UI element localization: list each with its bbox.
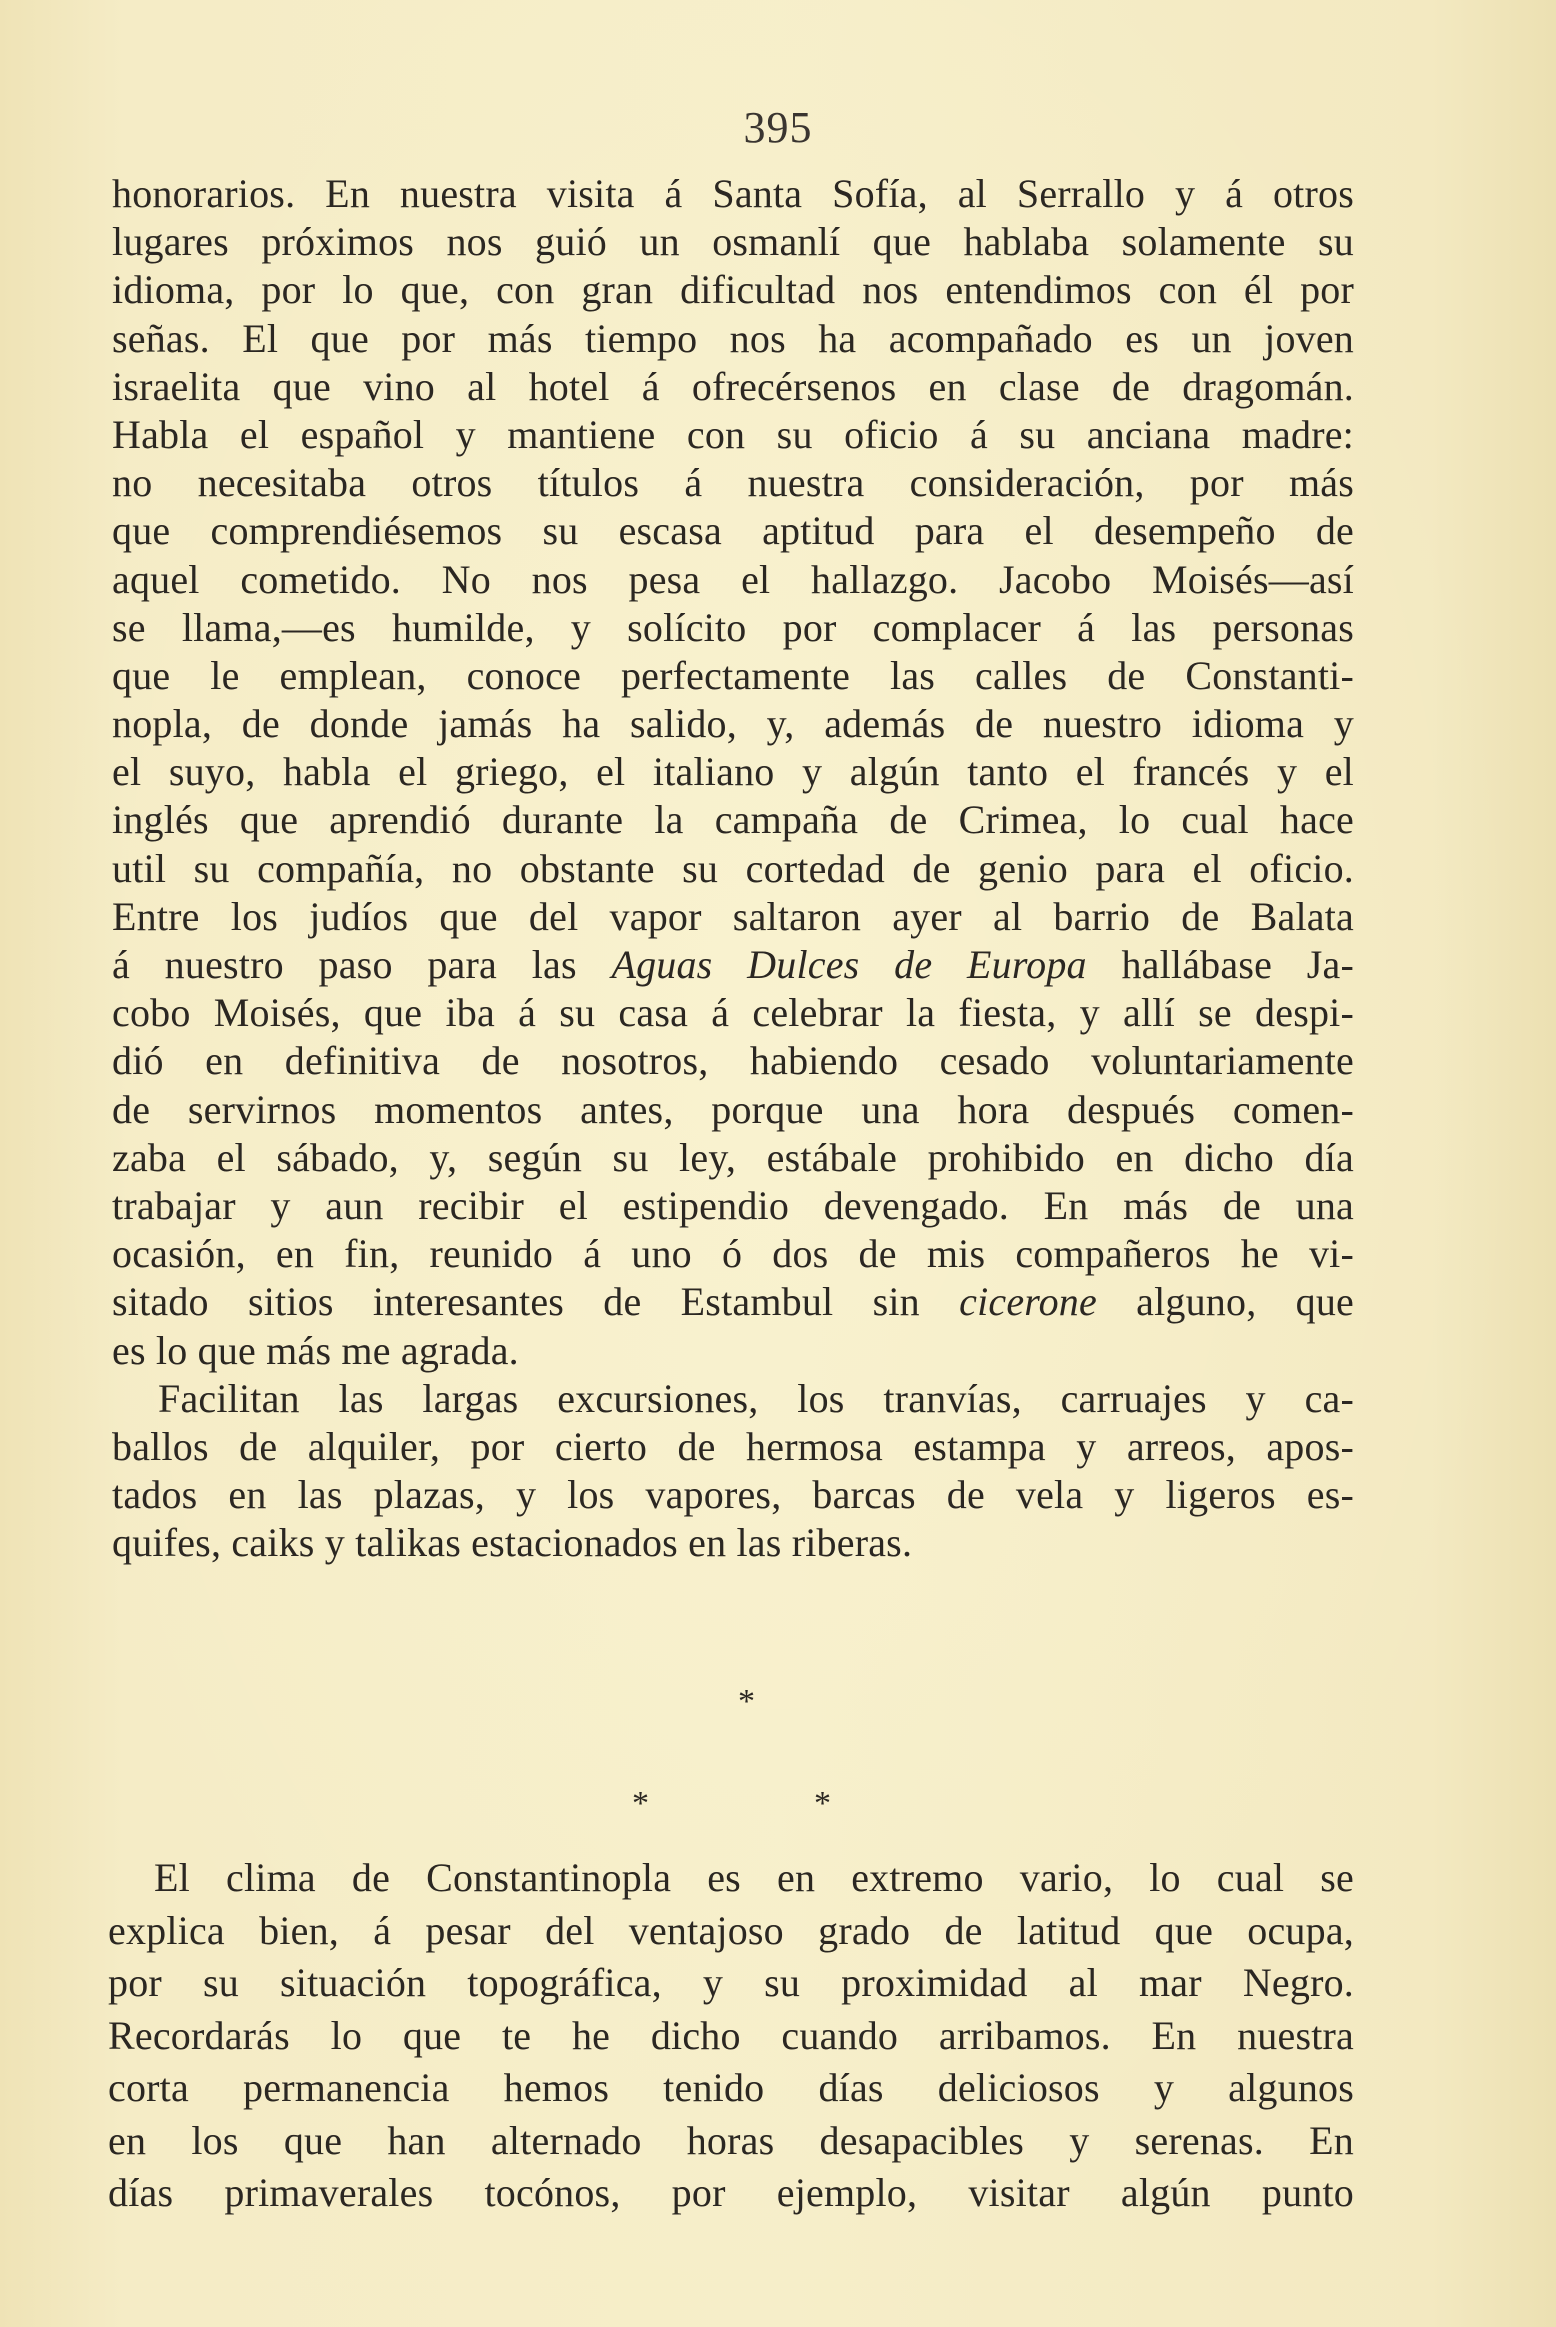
text-line: Entre los judíos que del vapor saltaron ayer al barrio de Balata [112,893,1354,939]
text-segment: alguno, que [1096,1279,1354,1325]
text-line: que le emplean, conoce perfectamente las calles de Constanti- [112,652,1354,698]
text-line: aquel cometido. No nos pesa el hallazgo. Jacobo Moisés—así [112,556,1354,602]
text-line: ballos de alquiler, por cierto de hermosa estampa y arreos, apos- [112,1423,1354,1469]
page-number: 395 [743,103,813,152]
text-line: por su situación topográfica, y su proximidad al mar Negro. [108,1960,1354,2005]
text-segment: á nuestro paso para las [112,942,612,987]
text-segment: hallábase Ja- [1086,942,1355,987]
body-text [112,170,1354,1567]
text-line: dió en definitiva de nosotros, habiendo cesado voluntariamente [112,1038,1354,1084]
text-line: se llama,—es humilde, y solícito por complacer á las personas [112,604,1354,650]
text-line: trabajar y aun recibir el estipendio devengado. En más de una [112,1182,1354,1228]
text-line: es lo que más me agrada. [112,1327,519,1373]
asterisk-right: * [814,1785,831,1822]
text-line: El clima de Constantinopla es en extremo vario, lo cual se [154,1855,1354,1900]
text-line: tados en las plazas, y los vapores, barcas de vela y ligeros es- [112,1472,1354,1518]
text-line [112,941,1354,989]
text-line: Habla el español y mantiene con su oficio á su anciana madre: [112,411,1354,457]
text-line: inglés que aprendió durante la campaña de Crimea, lo cual hace [112,797,1354,843]
text-line: lugares próximos nos guió un osmanlí que hablaba solamente su [112,219,1354,265]
italic-segment: cicerone [959,1279,1097,1325]
text-line: Facilitan las largas excursiones, los tranvías, carruajes y ca- [158,1375,1354,1421]
text-line: honorarios. En nuestra visita á Santa Sofía, al Serrallo y á otros [112,171,1354,216]
asterisk-top: * [738,1683,755,1720]
text-line: ocasión, en fin, reunido á uno ó dos de mis compañeros he vi- [112,1231,1354,1277]
text-line: idioma, por lo que, con gran dificultad nos entendimos con él por [112,267,1354,313]
text-line: zaba el sábado, y, según su ley, estábale prohibido en dicho día [112,1134,1354,1180]
paragraph-clima [108,1852,1354,2220]
text-line: en los que han alternado horas desapacibles y serenas. En [108,2117,1354,2163]
text-line: señas. El que por más tiempo nos ha acompañado es un joven [112,315,1354,361]
text-line [112,1278,1354,1326]
asterisk-left: * [632,1785,649,1822]
text-line: quifes, caiks y talikas estacionados en las riberas. [112,1520,913,1566]
paragraph-honorarios [112,170,1354,1375]
text-line: nopla, de donde jamás ha salido, y, además de nuestro idioma y [112,701,1354,747]
text-line: explica bien, á pesar del ventajoso grado de latitud que ocupa, [108,1907,1354,1953]
text-line: cobo Moisés, que iba á su casa á celebrar la fiesta, y allí se despi- [112,990,1354,1036]
text-line: util su compañía, no obstante su cortedad de genio para el oficio. [112,845,1354,891]
text-line: Recordarás lo que te he dicho cuando arribamos. En nuestra [108,2012,1354,2058]
text-line: días primaverales tocónos, por ejemplo, visitar algún punto [108,2170,1354,2215]
text-line: de servirnos momentos antes, porque una hora después comen- [112,1086,1354,1132]
text-line: que comprendiésemos su escasa aptitud para el desempeño de [112,508,1354,554]
text-line: no necesitaba otros títulos á nuestra consideración, por más [112,460,1354,506]
text-segment: sitado sitios interesantes de Estambul sin [112,1279,960,1325]
text-line: corta permanencia hemos tenido días deliciosos y algunos [108,2065,1354,2110]
text-line: israelita que vino al hotel á ofrecérsenos en clase de dragomán. [112,363,1354,409]
italic-segment: Aguas Dulces de Europa [611,942,1087,987]
paragraph-facilitan [112,1375,1354,1568]
text-line: el suyo, habla el griego, el italiano y algún tanto el francés y el [112,749,1354,795]
